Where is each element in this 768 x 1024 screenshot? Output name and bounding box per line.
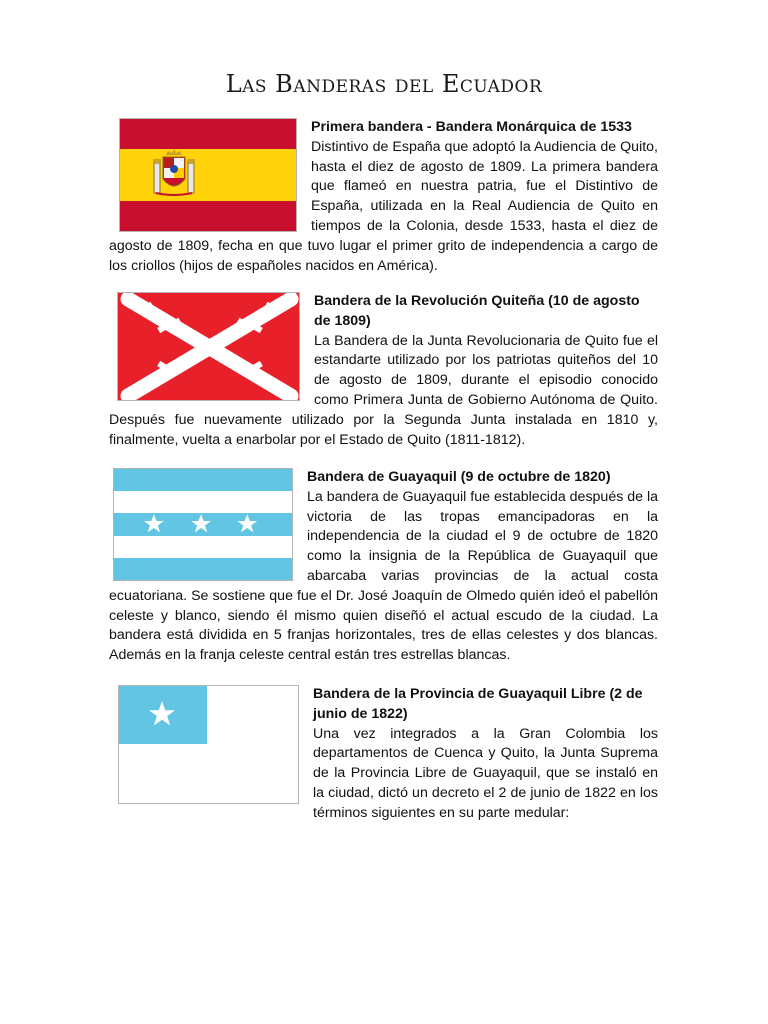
star-icon bbox=[144, 514, 164, 532]
section-guayaquil-flag bbox=[109, 468, 658, 666]
section-body: Una vez integrados a la Gran Colombia los departamentos de Cuenca y Quito, la Junta Suprema de la Provincia Libre de Guayaquil, que se instaló en la ciudad, dictó un decreto el 2 de junio de 1822 en los términos siguientes en su parte medular: bbox=[313, 725, 658, 821]
section-guayaquil-libre-flag bbox=[109, 685, 658, 824]
star-icon bbox=[148, 700, 176, 728]
section-body: La Bandera de la Junta Revolucionaria de Quito fue el estandarte utilizado por los patriotas quiteños del 10 de agosto de 1809, durante el episodio conocido como Primera Junta de Gobierno Autónoma de Quito. Después fue nuevamente utilizado por la Segunda Junta instalada en 1810 y, finalmente, vuelta a enarbolar por el Estado de Quito (1811-1812). bbox=[109, 332, 658, 448]
star-icon bbox=[237, 514, 257, 532]
page-title: Las Banderas del Ecuador bbox=[225, 70, 543, 98]
section-heading: Bandera de la Revolución Quiteña (10 de agosto de 1809) bbox=[314, 293, 640, 329]
stars-group bbox=[114, 469, 292, 580]
section-heading: Bandera de Guayaquil (9 de octubre de 1820) bbox=[307, 469, 611, 485]
quito-revolution-flag-image bbox=[117, 292, 300, 401]
section-heading: Bandera de la Provincia de Guayaquil Libre (2 de junio de 1822) bbox=[313, 686, 643, 722]
guayaquil-flag-image bbox=[113, 468, 293, 581]
burgundy-cross-icon bbox=[118, 293, 300, 401]
guayaquil-libre-flag-image bbox=[118, 685, 299, 804]
spanish-flag-image bbox=[119, 118, 297, 232]
section-monarchic-flag bbox=[109, 118, 658, 276]
coat-of-arms-icon bbox=[152, 149, 196, 199]
section-quito-revolution-flag bbox=[109, 292, 658, 450]
section-body: Distintivo de España que adoptó la Audiencia de Quito, hasta el diez de agosto de 1809. La primera bandera que flameó en nuestra patria, fue el Distintivo de España, utilizada en la Real Audiencia de Quito en tiempos de la Colonia, desde 1533, hasta el diez de agosto de 1809, fecha en que tuvo lugar el primer grito de independencia a cargo de los criollos (hijos de españoles nacidos en América). bbox=[109, 138, 658, 274]
section-body: La bandera de Guayaquil fue establecida después de la victoria de las tropas emancipadoras en la independencia de la ciudad el 9 de octubre de 1820 como la insignia de la República de Guayaquil que abarcaba varias provincias de la actual costa ecuatoriana. Se sostiene que fue el Dr. José Joaquín de Olmedo quién ideó el pabellón celeste y blanco, siendo él mismo quien diseñó el actual escudo de la ciudad. La bandera está dividida en 5 franjas horizontales, tres de ellas celestes y dos blancas. Además en la franja celeste central están tres estrellas blancas. bbox=[109, 488, 659, 664]
star-icon bbox=[191, 514, 211, 532]
section-heading: Primera bandera - Bandera Monárquica de 1533 bbox=[311, 119, 632, 135]
